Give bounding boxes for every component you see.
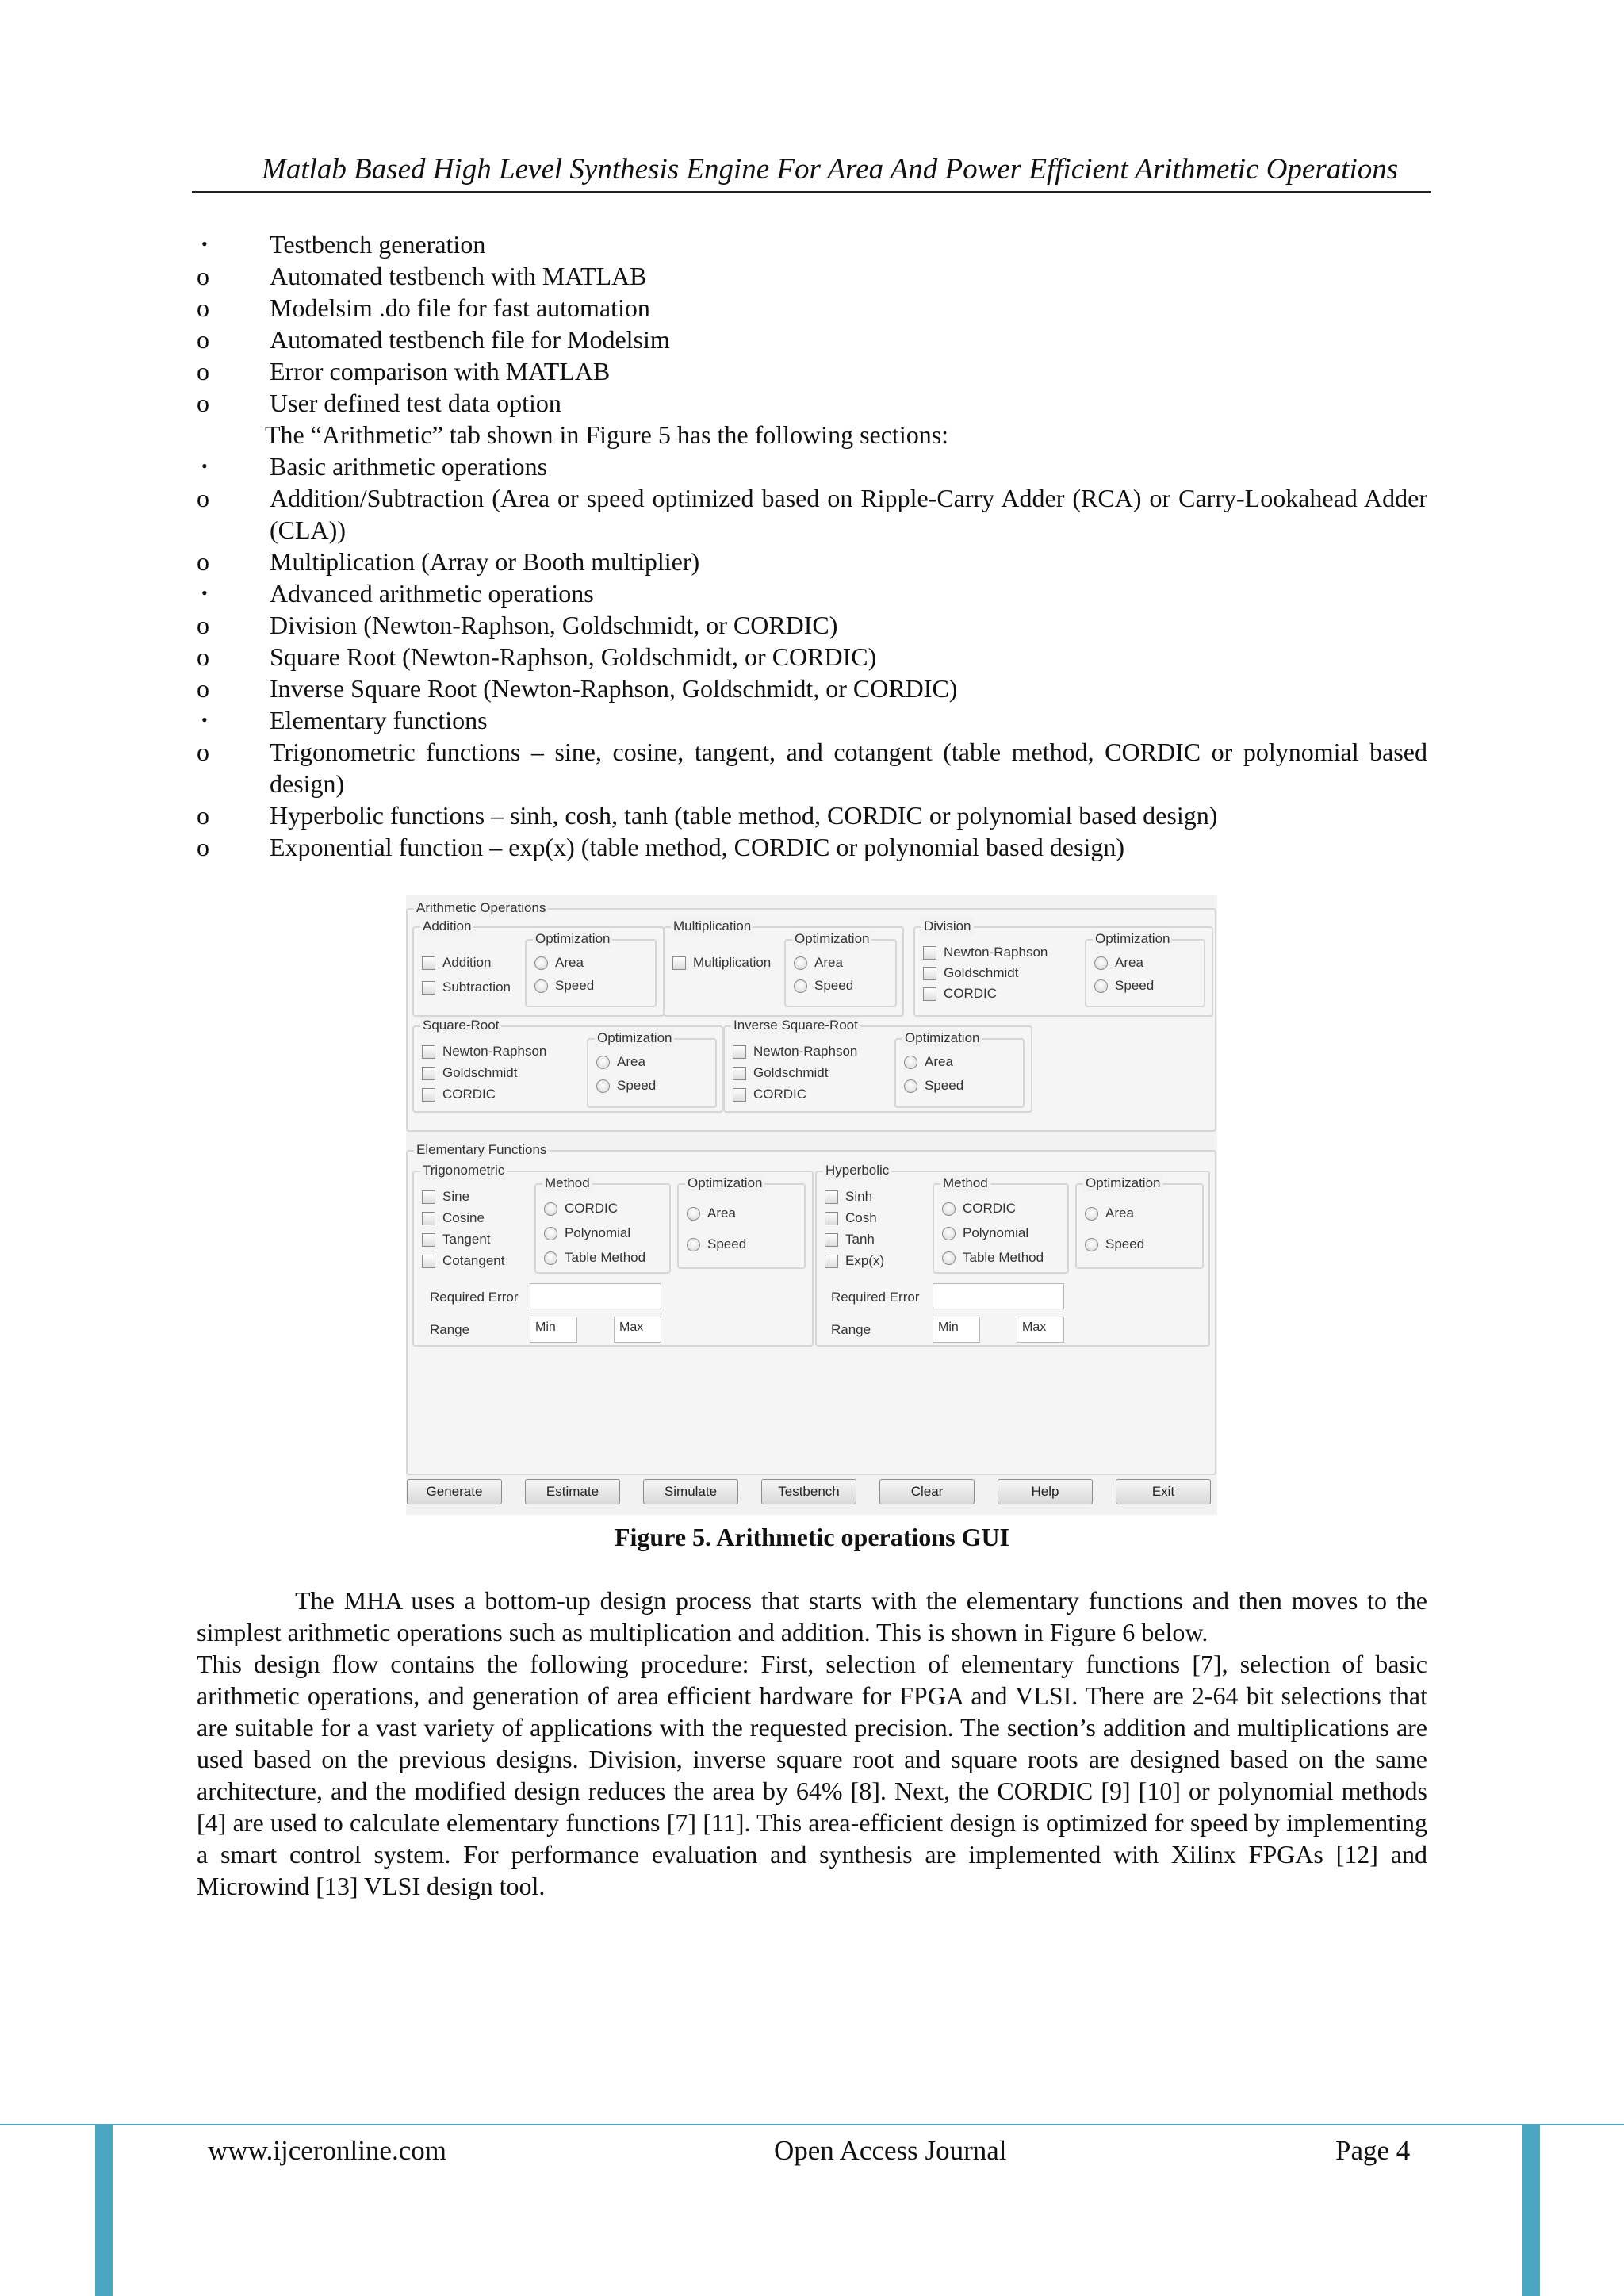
list-item: o Division (Newton-Raphson, Goldschmidt, or CORDIC)	[197, 611, 838, 639]
group-label: Arithmetic Operations	[414, 899, 548, 917]
list-item: o Automated testbench with MATLAB	[197, 262, 647, 290]
hyp-range-min-input[interactable]: Min	[933, 1317, 980, 1343]
isqrt-cordic-checkbox[interactable]: CORDIC	[733, 1086, 806, 1103]
list-item: o Trigonometric functions – sine, cosine, tangent, and cotangent (table method, CORDIC or polynomial based design)	[197, 738, 1427, 798]
sub-bullet: o	[197, 389, 209, 417]
cotangent-checkbox[interactable]: Cotangent	[422, 1252, 504, 1270]
figure-caption: Figure 5. Arithmetic operations GUI	[614, 1523, 1009, 1551]
multiplication-area-radio[interactable]: Area	[794, 954, 843, 972]
isqrt-speed-radio[interactable]: Speed	[904, 1077, 963, 1094]
hyperbolic-group: Hyperbolic	[815, 1171, 1210, 1347]
addition-optimization-group: Optimization	[525, 939, 657, 1007]
sub-bullet: o	[197, 325, 209, 354]
list-item: o Error comparison with MATLAB	[197, 357, 611, 385]
bullet: •	[201, 583, 208, 603]
trig-optimization-group: Optimization	[677, 1183, 806, 1269]
sqrt-newton-raphson-checkbox[interactable]: Newton-Raphson	[422, 1043, 546, 1060]
hyp-required-error-label: Required Error	[831, 1290, 920, 1305]
sinh-checkbox[interactable]: Sinh	[825, 1188, 872, 1205]
trigonometric-group: Trigonometric	[412, 1171, 814, 1347]
division-area-radio[interactable]: Area	[1094, 954, 1143, 972]
trig-range-label: Range	[430, 1322, 470, 1337]
hyp-area-radio[interactable]: Area	[1085, 1205, 1134, 1222]
sub-bullet: o	[197, 547, 209, 576]
sub-bullet: o	[197, 642, 209, 671]
footer-journal: Open Access Journal	[774, 2135, 1007, 2166]
list-item: o Automated testbench file for Modelsim	[197, 325, 670, 354]
hyp-method-group: Method	[933, 1183, 1069, 1274]
exp-checkbox[interactable]: Exp(x)	[825, 1252, 884, 1270]
sqrt-speed-radio[interactable]: Speed	[596, 1077, 656, 1094]
sqrt-goldschmidt-checkbox[interactable]: Goldschmidt	[422, 1064, 517, 1082]
division-cordic-checkbox[interactable]: CORDIC	[923, 985, 997, 1002]
list-item: o Addition/Subtraction (Area or speed optimized based on Ripple-Carry Adder (RCA) or Carry-Lookahead Adder (CLA))	[197, 484, 1427, 544]
hyp-cordic-radio[interactable]: CORDIC	[942, 1200, 1016, 1217]
estimate-button[interactable]: Estimate	[525, 1479, 620, 1504]
help-button[interactable]: Help	[998, 1479, 1093, 1504]
division-newton-raphson-checkbox[interactable]: Newton-Raphson	[923, 944, 1048, 961]
multiplication-optimization-group: Optimization	[784, 939, 897, 1007]
list-item: • Advanced arithmetic operations	[197, 577, 1427, 609]
division-goldschmidt-checkbox[interactable]: Goldschmidt	[923, 964, 1018, 982]
footer-rule	[0, 2124, 1624, 2125]
hyp-range-label: Range	[831, 1322, 871, 1337]
trig-range-min-input[interactable]: Min	[530, 1317, 577, 1343]
tanh-checkbox[interactable]: Tanh	[825, 1231, 875, 1248]
cosine-checkbox[interactable]: Cosine	[422, 1209, 485, 1227]
footer-page-number: Page 4	[1335, 2135, 1411, 2166]
sqrt-optimization-group: Optimization	[587, 1038, 717, 1108]
hyp-required-error-input[interactable]	[933, 1283, 1064, 1309]
trig-polynomial-radio[interactable]: Polynomial	[544, 1225, 630, 1242]
footer-website: www.ijceronline.com	[208, 2135, 446, 2166]
sub-bullet: o	[197, 611, 209, 639]
sub-bullet: o	[197, 262, 209, 290]
isqrt-optimization-group: Optimization	[894, 1038, 1025, 1108]
cosh-checkbox[interactable]: Cosh	[825, 1209, 877, 1227]
addition-checkbox[interactable]: Addition	[422, 954, 491, 972]
bullet: •	[201, 456, 208, 476]
exit-button[interactable]: Exit	[1116, 1479, 1211, 1504]
addition-speed-radio[interactable]: Speed	[534, 977, 594, 995]
sub-bullet: o	[197, 738, 209, 766]
list-item: • Elementary functions	[197, 704, 1427, 736]
trig-required-error-input[interactable]	[530, 1283, 661, 1309]
division-optimization-group: Optimization	[1085, 939, 1205, 1007]
sub-bullet: o	[197, 293, 209, 322]
arithmetic-gui-figure	[406, 895, 1217, 1515]
sub-bullet: o	[197, 674, 209, 703]
hyp-optimization-group: Optimization	[1075, 1183, 1204, 1269]
hyp-speed-radio[interactable]: Speed	[1085, 1236, 1144, 1253]
trig-area-radio[interactable]: Area	[687, 1205, 736, 1222]
sine-checkbox[interactable]: Sine	[422, 1188, 469, 1205]
sqrt-area-radio[interactable]: Area	[596, 1053, 645, 1071]
subtraction-checkbox[interactable]: Subtraction	[422, 979, 511, 996]
isqrt-area-radio[interactable]: Area	[904, 1053, 953, 1071]
sub-bullet: o	[197, 484, 209, 512]
addition-area-radio[interactable]: Area	[534, 954, 584, 972]
sub-bullet: o	[197, 833, 209, 861]
trig-cordic-radio[interactable]: CORDIC	[544, 1200, 618, 1217]
simulate-button[interactable]: Simulate	[643, 1479, 738, 1504]
sub-bullet: o	[197, 357, 209, 385]
division-speed-radio[interactable]: Speed	[1094, 977, 1154, 995]
body-text	[197, 1585, 1427, 1902]
isqrt-goldschmidt-checkbox[interactable]: Goldschmidt	[733, 1064, 828, 1082]
multiplication-checkbox[interactable]: Multiplication	[672, 954, 771, 972]
multiplication-speed-radio[interactable]: Speed	[794, 977, 853, 995]
feature-list	[197, 228, 1427, 863]
trig-speed-radio[interactable]: Speed	[687, 1236, 746, 1253]
square-root-group: Square-Root	[412, 1025, 723, 1113]
addition-group: Addition	[412, 926, 665, 1017]
sub-bullet: o	[197, 801, 209, 830]
sqrt-cordic-checkbox[interactable]: CORDIC	[422, 1086, 496, 1103]
bullet: •	[201, 234, 208, 254]
generate-button[interactable]: Generate	[407, 1479, 502, 1504]
elementary-functions-group: Elementary Functions	[406, 1150, 1216, 1475]
paragraph-2: This design flow contains the following procedure: First, selection of elementary functions [7], selection of basic arithmetic operations, and generation of area efficient hardware for FPGA and VLSI. There are 2-64 bit selections that are suitable for a vast variety of applications with the requested precision. The section’s addition and multiplications are used based on the previous designs. Division, inverse square root and square roots are designed based on the same architecture, and the modified design reduces the area by 64% [8]. Next, the CORDIC [9] [10] or polynomial methods [4] are used to calculate elementary functions [7] [11]. This area-efficient design is optimized for speed by implementing a smart control system. For performance evaluation and synthesis are implemented with Xilinx FPGAs [12] and Microwind [13] VLSI design tool.	[197, 1650, 1427, 1900]
header-rule	[192, 191, 1431, 193]
multiplication-group: Multiplication	[663, 926, 904, 1017]
tangent-checkbox[interactable]: Tangent	[422, 1231, 491, 1248]
list-item: o Exponential function – exp(x) (table method, CORDIC or polynomial based design)	[197, 833, 1124, 861]
list-item: • Testbench generation	[197, 228, 1427, 260]
list-item: o Multiplication (Array or Booth multiplier)	[197, 547, 700, 576]
list-item: • Basic arithmetic operations	[197, 450, 1427, 482]
hyp-polynomial-radio[interactable]: Polynomial	[942, 1225, 1028, 1242]
list-item: o Square Root (Newton-Raphson, Goldschmidt, or CORDIC)	[197, 642, 877, 671]
hyp-table-method-radio[interactable]: Table Method	[942, 1249, 1044, 1267]
running-header-title: Matlab Based High Level Synthesis Engine For Area And Power Efficient Arithmetic Operations	[262, 153, 1399, 186]
trig-method-group: Method	[534, 1183, 671, 1274]
trig-table-method-radio[interactable]: Table Method	[544, 1249, 645, 1267]
isqrt-newton-raphson-checkbox[interactable]: Newton-Raphson	[733, 1043, 857, 1060]
trig-required-error-label: Required Error	[430, 1290, 519, 1305]
division-group: Division	[914, 926, 1213, 1017]
paragraph-1: The MHA uses a bottom-up design process that starts with the elementary functions and then moves to the simplest arithmetic operations such as multiplication and addition. This is shown in Figure 6 below.	[197, 1586, 1427, 1646]
footer-right-bar	[1522, 2124, 1540, 2296]
intro-sentence: The “Arithmetic” tab shown in Figure 5 has the following sections:	[265, 420, 949, 449]
clear-button[interactable]: Clear	[879, 1479, 975, 1504]
footer-left-bar	[95, 2124, 113, 2296]
bullet: •	[201, 710, 208, 730]
hyp-range-max-input[interactable]: Max	[1017, 1317, 1064, 1343]
trig-range-max-input[interactable]: Max	[614, 1317, 661, 1343]
list-item: o Hyperbolic functions – sinh, cosh, tanh (table method, CORDIC or polynomial based design)	[197, 801, 1218, 830]
list-item: o User defined test data option	[197, 389, 561, 417]
inverse-square-root-group: Inverse Square-Root	[723, 1025, 1032, 1113]
list-item: o Modelsim .do file for fast automation	[197, 293, 650, 322]
testbench-button[interactable]: Testbench	[761, 1479, 856, 1504]
list-item: o Inverse Square Root (Newton-Raphson, Goldschmidt, or CORDIC)	[197, 674, 958, 703]
